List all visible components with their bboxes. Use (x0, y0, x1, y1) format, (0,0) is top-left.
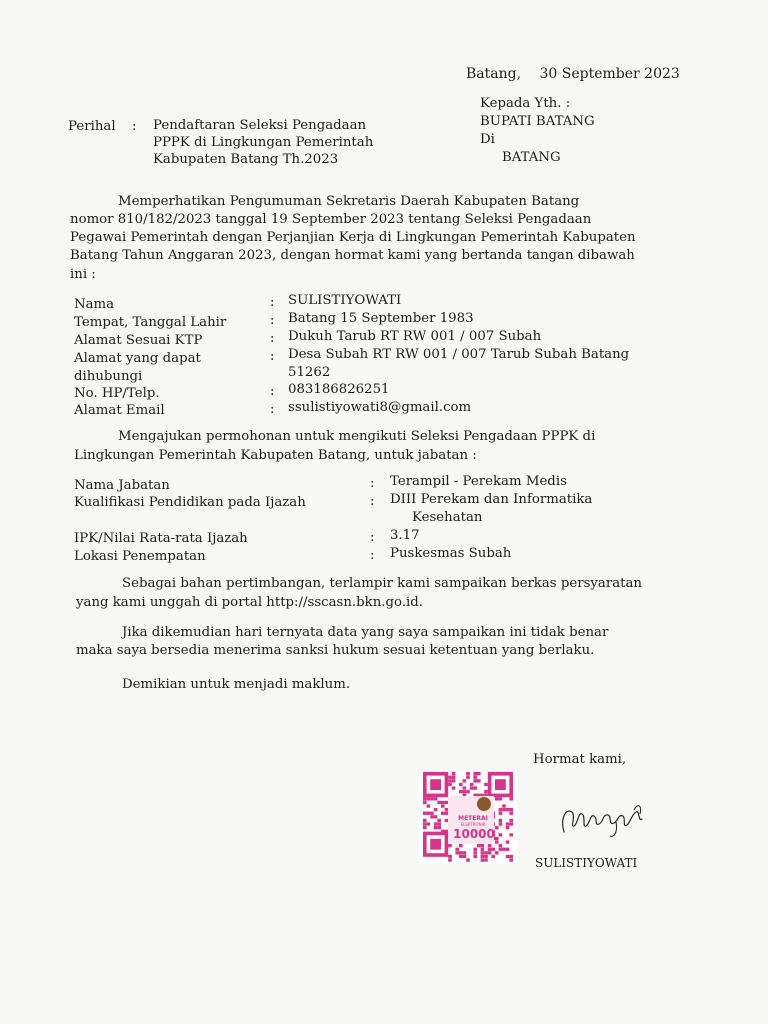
garuda-emblem-icon (477, 797, 491, 811)
value-email: ssulistiyowati8@gmail.com (288, 400, 472, 415)
stamp-qr-module (502, 804, 506, 807)
stamp-qr-module (459, 851, 463, 854)
stamp-qr-module (441, 801, 445, 804)
letter-place: Batang, (466, 66, 522, 82)
stamp-qr-module (506, 855, 510, 858)
stamp-qr-module (499, 822, 503, 825)
apply-line-1: Mengajukan permohonan untuk mengikuti Seleksi Pengadaan PPPK di (118, 429, 596, 444)
stamp-qr-module (423, 801, 427, 804)
stamp-qr-module (473, 851, 477, 854)
stamp-qr-module (509, 812, 513, 815)
stamp-qr-module (448, 855, 452, 858)
stamp-qr-module (481, 851, 485, 854)
colon-nama: : (270, 295, 275, 310)
stamp-qr-module (427, 822, 431, 825)
stamp-qr-module (452, 779, 456, 782)
stamp-qr-module (484, 851, 488, 854)
stamp-qr-module (463, 786, 467, 789)
stamp-qr-module (448, 776, 452, 779)
stamp-qr-module (509, 833, 513, 836)
value-jabatan: Terampil - Perekam Medis (390, 474, 567, 489)
label-jabatan: Nama Jabatan (74, 478, 170, 493)
colon-email: : (270, 402, 275, 417)
stamp-qr-module (506, 848, 510, 851)
stamp-qr-module (499, 797, 503, 800)
value-lokasi: Puskesmas Subah (390, 546, 512, 561)
value-nama: SULISTIYOWATI (288, 293, 402, 308)
stamp-qr-module (427, 812, 431, 815)
stamp-qr-module (509, 808, 513, 811)
berkas-line-1: Sebagai bahan pertimbangan, terlampir kami sampaikan berkas persyaratan (122, 576, 642, 591)
stamp-qr-module (509, 797, 513, 800)
colon-hp: : (270, 384, 275, 399)
stamp-title: METERAI (458, 815, 488, 822)
intro-line-3: Pegawai Pemerintah dengan Perjanjian Kerja di Lingkungan Pemerintah Kabupaten (70, 230, 636, 245)
stamp-qr-module (481, 855, 485, 858)
stamp-qr-module (423, 797, 427, 800)
stamp-qr-finder-core (430, 779, 441, 790)
stamp-qr-module (499, 833, 503, 836)
stamp-qr-module (459, 844, 463, 847)
stamp-qr-module (506, 840, 510, 843)
stamp-qr-module (459, 790, 463, 793)
stamp-qr-module (495, 797, 499, 800)
stamp-qr-module (437, 801, 441, 804)
stamp-qr-module (434, 797, 438, 800)
stamp-qr-module (488, 851, 492, 854)
stamp-qr-module (423, 819, 427, 822)
stamp-qr-module (452, 772, 456, 775)
sanksi-line-2: maka saya bersedia menerima sanksi hukum sesuai ketentuan yang berlaku. (76, 643, 595, 658)
stamp-qr-module (473, 776, 477, 779)
value-kualifikasi-1: DIII Perekam dan Informatika (390, 492, 593, 507)
stamp-qr-module (455, 851, 459, 854)
stamp-qr-module (495, 840, 499, 843)
value-ttl: Batang 15 September 1983 (288, 311, 474, 326)
label-nama: Nama (74, 297, 115, 312)
stamp-qr-module (459, 783, 463, 786)
stamp-qr-module (445, 812, 449, 815)
stamp-qr-module (437, 822, 441, 825)
stamp-qr-module (506, 822, 510, 825)
stamp-qr-module (495, 851, 499, 854)
stamp-subtitle: ELEKTRONIK (460, 822, 486, 827)
stamp-qr-module (448, 779, 452, 782)
stamp-qr-module (491, 855, 495, 858)
stamp-qr-module (470, 786, 474, 789)
stamp-qr-module (491, 848, 495, 851)
sanksi-line-1: Jika dikemudian hari ternyata data yang saya sampaikan ini tidak benar (122, 625, 609, 640)
stamp-qr-module (477, 779, 481, 782)
stamp-qr-module (473, 779, 477, 782)
perihal-line-1: Pendaftaran Seleksi Pengadaan (153, 118, 367, 133)
stamp-qr-module (477, 772, 481, 775)
stamp-qr-module (488, 848, 492, 851)
label-lokasi: Lokasi Penempatan (74, 549, 206, 564)
stamp-qr-module (437, 819, 441, 822)
value-alamat-1: Desa Subah RT RW 001 / 007 Tarub Subah Batang (288, 347, 630, 362)
recipient-line-2: BUPATI BATANG (480, 114, 595, 129)
stamp-qr-module (466, 858, 470, 861)
stamp-qr-module (502, 848, 506, 851)
recipient-line-3: Di (480, 132, 495, 147)
stamp-qr-module (499, 812, 503, 815)
stamp-qr-module (434, 822, 438, 825)
e-meterai-stamp (418, 772, 518, 864)
stamp-qr-module (466, 790, 470, 793)
letter-date (466, 66, 680, 82)
stamp-qr-module (499, 844, 503, 847)
colon-alamat: : (270, 349, 275, 364)
stamp-qr-module (463, 779, 467, 782)
stamp-qr-module (481, 848, 485, 851)
value-kualifikasi-2: Kesehatan (412, 510, 483, 525)
closing-text: Demikian untuk menjadi maklum. (122, 677, 351, 692)
stamp-qr-module (430, 815, 434, 818)
stamp-qr-module (484, 783, 488, 786)
intro-line-4: Batang Tahun Anggaran 2023, dengan hormat kami yang bertanda tangan dibawah (70, 248, 635, 263)
stamp-qr-module (499, 819, 503, 822)
intro-line-5: ini : (70, 267, 96, 282)
intro-line-2: nomor 810/182/2023 tanggal 19 September 2023 tentang Seleksi Pengadaan (70, 212, 592, 227)
handwritten-signature (556, 792, 648, 842)
berkas-line-2: yang kami unggah di portal http://sscasn.bkn.go.id. (76, 595, 423, 610)
stamp-qr-module (466, 776, 470, 779)
stamp-qr-module (452, 786, 456, 789)
stamp-qr-module (427, 804, 431, 807)
stamp-qr-module (427, 797, 431, 800)
stamp-value: 10000 (453, 827, 495, 841)
label-hp: No. HP/Telp. (74, 386, 160, 401)
stamp-qr-module (509, 855, 513, 858)
stamp-qr-module (488, 844, 492, 847)
stamp-qr-module (470, 783, 474, 786)
stamp-qr-module (499, 808, 503, 811)
stamp-qr-module (434, 826, 438, 829)
perihal-label: Perihal (68, 119, 116, 134)
e-meterai-qr-icon (418, 772, 518, 864)
stamp-qr-module (506, 826, 510, 829)
value-ipk: 3.17 (390, 528, 420, 543)
stamp-qr-module (473, 855, 477, 858)
stamp-qr-module (430, 797, 434, 800)
value-hp: 083186826251 (288, 382, 390, 397)
label-email: Alamat Email (74, 403, 165, 418)
letter-date-value: 30 September 2023 (539, 66, 680, 82)
colon-ktp: : (270, 331, 275, 346)
colon-kualifikasi: : (370, 494, 375, 509)
stamp-qr-module (463, 851, 467, 854)
signature-scribble-icon (556, 792, 648, 842)
stamp-qr-module (509, 858, 513, 861)
label-alamat-2: dihubungi (74, 369, 143, 384)
stamp-qr-module (430, 812, 434, 815)
signature-name: SULISTIYOWATI (535, 856, 638, 870)
stamp-qr-module (481, 858, 485, 861)
stamp-qr-module (481, 844, 485, 847)
stamp-qr-module (448, 844, 452, 847)
label-ipk: IPK/Nilai Rata-rata Ijazah (74, 531, 248, 546)
stamp-qr-module (423, 822, 427, 825)
stamp-qr-module (463, 855, 467, 858)
stamp-qr-module (506, 808, 510, 811)
stamp-qr-module (459, 855, 463, 858)
recipient-line-4: BATANG (502, 150, 561, 165)
stamp-qr-finder-core (495, 779, 506, 790)
stamp-qr-module (466, 772, 470, 775)
stamp-qr-module (448, 858, 452, 861)
label-ttl: Tempat, Tanggal Lahir (74, 315, 227, 330)
stamp-qr-module (477, 844, 481, 847)
stamp-qr-module (484, 855, 488, 858)
stamp-qr-module (441, 812, 445, 815)
stamp-qr-finder-core (430, 839, 441, 850)
colon-lokasi: : (370, 548, 375, 563)
stamp-qr-module (437, 826, 441, 829)
stamp-qr-module (473, 772, 477, 775)
recipient-line-1: Kepada Yth. : (480, 96, 571, 111)
stamp-qr-module (445, 801, 449, 804)
stamp-qr-module (448, 783, 452, 786)
stamp-qr-module (455, 848, 459, 851)
stamp-qr-module (509, 822, 513, 825)
label-alamat-1: Alamat yang dapat (74, 351, 201, 366)
stamp-qr-module (484, 858, 488, 861)
stamp-qr-module (473, 786, 477, 789)
perihal-line-2: PPPK di Lingkungan Pemerintah (153, 135, 374, 150)
label-kualifikasi: Kualifikasi Pendidikan pada Ijazah (74, 495, 306, 510)
value-alamat-2: 51262 (288, 365, 331, 380)
stamp-qr-module (463, 790, 467, 793)
apply-line-2: Lingkungan Pemerintah Kabupaten Batang, untuk jabatan : (74, 448, 477, 463)
stamp-qr-module (434, 815, 438, 818)
perihal-colon: : (132, 119, 137, 134)
stamp-qr-module (452, 776, 456, 779)
stamp-qr-module (434, 808, 438, 811)
stamp-qr-module (502, 808, 506, 811)
value-ktp: Dukuh Tarub RT RW 001 / 007 Subah (288, 329, 542, 344)
stamp-qr-module (509, 819, 513, 822)
stamp-qr-module (473, 848, 477, 851)
colon-ipk: : (370, 530, 375, 545)
label-ktp: Alamat Sesuai KTP (74, 333, 203, 348)
stamp-qr-module (495, 837, 499, 840)
stamp-qr-module (484, 790, 488, 793)
colon-ttl: : (270, 313, 275, 328)
stamp-qr-module (495, 826, 499, 829)
signature-greeting: Hormat kami, (533, 752, 627, 767)
stamp-qr-module (445, 808, 449, 811)
stamp-qr-module (445, 819, 449, 822)
perihal-line-3: Kabupaten Batang Th.2023 (153, 152, 339, 167)
colon-jabatan: : (370, 476, 375, 491)
stamp-qr-module (441, 804, 445, 807)
stamp-qr-module (423, 812, 427, 815)
intro-line-1: Memperhatikan Pengumuman Sekretaris Daerah Kabupaten Batang (118, 194, 580, 209)
stamp-qr-module (499, 848, 503, 851)
stamp-qr-module (423, 826, 427, 829)
